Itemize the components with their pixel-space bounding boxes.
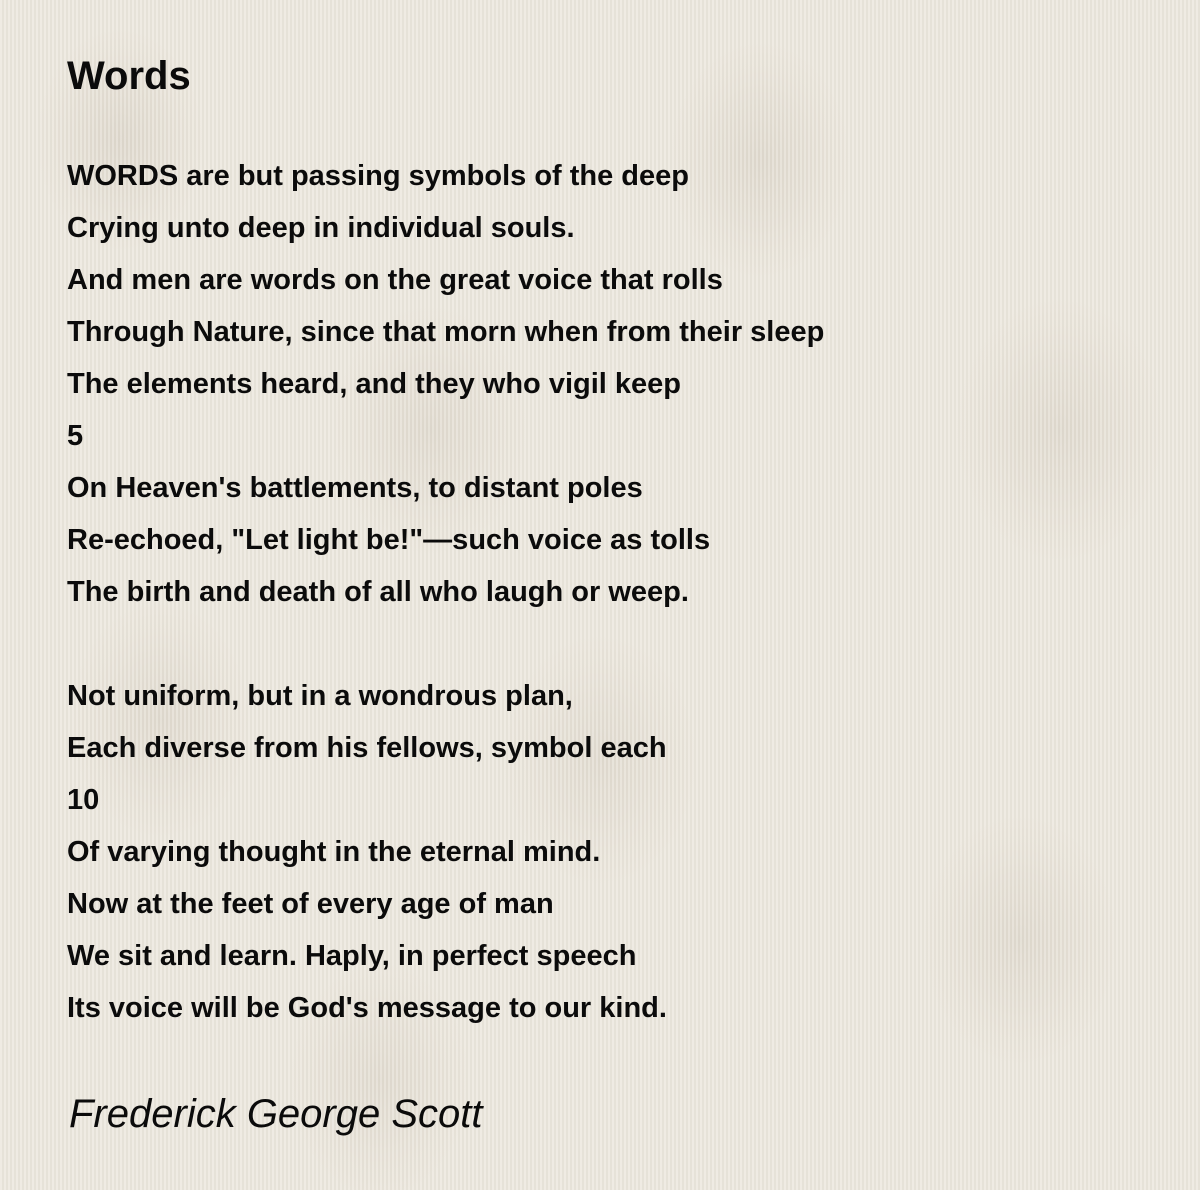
poem-line: Each diverse from his fellows, symbol each [67,732,667,764]
poem-line: WORDS are but passing symbols of the deep [67,160,689,192]
poem-line: The elements heard, and they who vigil keep [67,368,681,400]
stanza-break [67,618,824,670]
poem-author: Frederick George Scott [69,1092,483,1136]
poem-line: Through Nature, since that morn when from their sleep [67,316,825,348]
poem-body [67,150,824,1034]
poem-line: Crying unto deep in individual souls. [67,212,575,244]
poem-line: We sit and learn. Haply, in perfect speech [67,940,637,972]
poem-line: Its voice will be God's message to our kind. [67,992,667,1024]
poem-line: And men are words on the great voice that rolls [67,264,723,296]
line-number: 5 [67,420,84,452]
line-number: 10 [67,784,100,816]
poem-line: On Heaven's battlements, to distant poles [67,472,643,504]
poem-line: The birth and death of all who laugh or weep. [67,576,689,608]
poem-line: Now at the feet of every age of man [67,888,554,920]
poem-line: Re-echoed, "Let light be!"—such voice as tolls [67,524,711,556]
poem-line: Of varying thought in the eternal mind. [67,836,601,868]
poem-line: Not uniform, but in a wondrous plan, [67,680,573,712]
poem-title: Words [67,54,191,98]
